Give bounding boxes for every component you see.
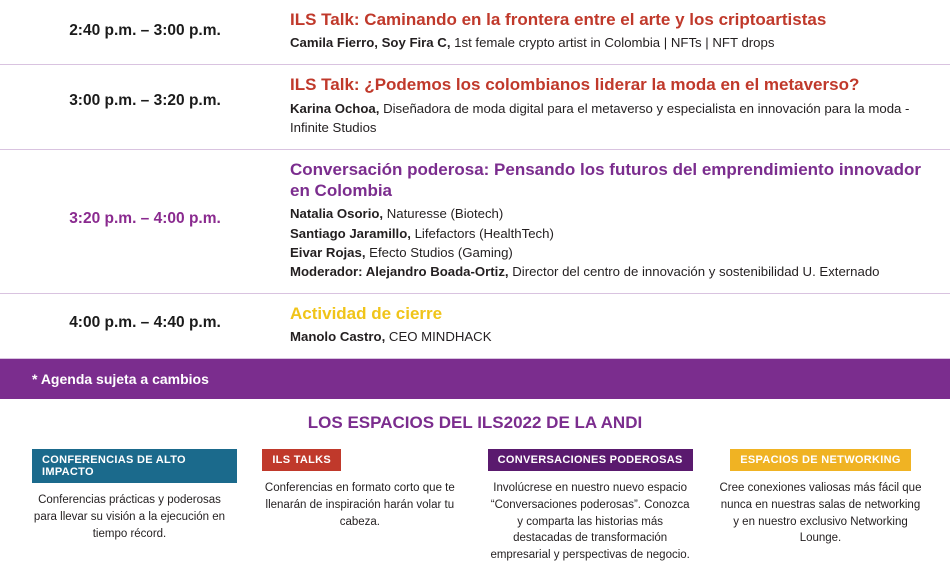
space-description: Conferencias en formato corto que te llenarán de inspiración harán volar tu cabeza. — [264, 482, 455, 528]
speaker-role: CEO MINDHACK — [385, 329, 492, 345]
agenda-content — [290, 0, 950, 64]
speaker-line — [290, 33, 942, 52]
space-description: Involúcrese en nuestro nuevo espacio “Conversaciones poderosas”. Conozca y comparta las historias más destacadas de transformación empresarial y perspectivas de negocio. — [490, 482, 690, 562]
space-description: Conferencias prácticas y poderosas para llevar su visión a la ejecución en tiempo récord. — [33, 494, 226, 540]
agenda-time: 3:00 p.m. – 3:20 p.m. — [69, 92, 221, 110]
speaker-line — [290, 243, 942, 262]
badge-wrap — [22, 449, 237, 492]
speaker-role: Lifefactors (HealthTech) — [410, 225, 554, 241]
speaker-name: Natalia Osorio, — [290, 206, 384, 222]
agenda-title: ILS Talk: ¿Podemos los colombianos liderar la moda en el metaverso? — [290, 75, 860, 95]
status-badge: CONVERSACIONES PODEROSAS — [488, 449, 693, 471]
badge-wrap — [483, 449, 698, 480]
agenda-content — [290, 294, 950, 358]
speaker-name: Karina Ochoa, — [290, 100, 380, 116]
speaker-role: 1st female crypto artist in Colombia | NFTs | NFT drops — [450, 35, 775, 51]
spaces-grid — [0, 449, 950, 563]
speaker-name: Moderador: Alejandro Boada-Ortiz, — [290, 263, 509, 279]
agenda-content — [290, 150, 950, 293]
list-item — [713, 449, 928, 563]
spaces-section — [0, 399, 950, 563]
list-item — [483, 449, 698, 563]
badge-wrap — [713, 449, 928, 480]
table-row — [0, 0, 950, 65]
agenda-title: Actividad de cierre — [290, 303, 443, 323]
speaker-line — [290, 327, 942, 346]
list-item — [22, 449, 237, 563]
table-row — [0, 65, 950, 150]
agenda-time: 4:00 p.m. – 4:40 p.m. — [69, 313, 221, 331]
space-description: Cree conexiones valiosas más fácil que nunca en nuestras salas de networking y en nuestro exclusivo Networking Lounge. — [719, 482, 922, 545]
agenda-title: Conversación poderosa: Pensando los futuros del emprendimiento innovador en Colombia — [290, 159, 921, 201]
speaker-role: Naturesse (Biotech) — [383, 206, 504, 222]
list-item — [252, 449, 467, 563]
agenda-time: 2:40 p.m. – 3:00 p.m. — [69, 22, 221, 39]
badge-wrap — [252, 449, 467, 480]
speaker-role: Director del centro de innovación y sostenibilidad U. Externado — [508, 263, 880, 279]
speaker-name: Camila Fierro, Soy Fira C, — [290, 35, 451, 51]
status-badge: ESPACIOS DE NETWORKING — [730, 449, 910, 471]
speaker-name: Manolo Castro, — [290, 329, 386, 345]
agenda-note-text: * Agenda sujeta a cambios — [32, 371, 209, 388]
speaker-name: Eivar Rojas, — [290, 244, 366, 260]
speaker-line — [290, 204, 942, 223]
table-row — [0, 150, 950, 294]
speaker-line — [290, 262, 942, 281]
speaker-name: Santiago Jaramillo, — [290, 225, 411, 241]
speaker-line — [290, 224, 942, 243]
table-row — [0, 294, 950, 359]
speaker-role: Diseñadora de moda digital para el metaverso y especialista en innovación para la moda - Infinite Studios — [290, 100, 910, 135]
agenda-note-bar — [0, 359, 950, 399]
agenda-time: 3:20 p.m. – 4:00 p.m. — [69, 209, 221, 227]
spaces-title: LOS ESPACIOS DEL ILS2022 DE LA ANDI — [307, 413, 643, 433]
speaker-line — [290, 99, 942, 137]
status-badge: ILS TALKS — [262, 449, 341, 471]
agenda-title: ILS Talk: Caminando en la frontera entre el arte y los criptoartistas — [290, 10, 827, 29]
agenda-content — [290, 65, 950, 149]
status-badge: CONFERENCIAS DE ALTO IMPACTO — [32, 449, 237, 483]
speaker-role: Efecto Studios (Gaming) — [365, 244, 513, 260]
